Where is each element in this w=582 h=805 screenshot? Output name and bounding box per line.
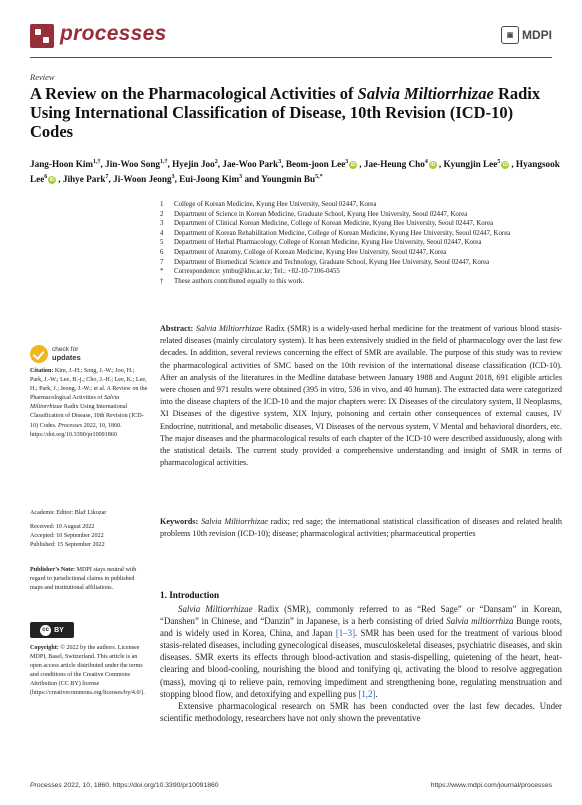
intro-text: Bunge roots, and is widely used in Korea, China, and Japan	[160, 616, 562, 639]
copyright-label: Copyright:	[30, 645, 59, 651]
author-name: Jang-Hoon Kim	[30, 159, 94, 170]
affiliation-mark: †	[160, 277, 164, 285]
introduction-body	[160, 603, 562, 724]
keywords-italic: Salvia Miltiorrhizae	[201, 517, 268, 526]
author-affiliation-mark: 5	[497, 159, 501, 165]
affiliation-row	[160, 229, 560, 239]
orcid-icon[interactable]: iD	[502, 161, 508, 168]
check-for-updates-button[interactable]	[30, 345, 81, 363]
author-name: Jin-Woo Song	[105, 159, 161, 170]
author-affiliation-mark: 3	[171, 174, 175, 181]
affiliation-mark: 6	[160, 248, 164, 256]
affiliation-text: Department of Anatomy, College of Korean Medicine, Kyung Hee University, Seoul 02447, Korea	[174, 248, 447, 256]
copyright-text: © 2022 by the authors. Licensee MDPI, Basel, Switzerland. This article is an open access article distributed under the terms and conditions of the Creative Commons Attribution (CC BY) license (https://creativecommons.org/licenses/by/4.0/).	[30, 645, 145, 697]
cc-icon: cc	[40, 625, 51, 636]
citation-italic: Salvia Miltiorrhizae	[30, 395, 120, 411]
author-affiliation-mark: 1,†	[93, 159, 101, 165]
affiliation-row	[160, 238, 560, 248]
author-affiliation-mark: 3	[239, 174, 243, 181]
author-affiliation-mark: 5,*	[315, 174, 323, 181]
affiliation-list	[160, 200, 560, 286]
cc-license-badge[interactable]	[30, 622, 74, 638]
orcid-icon[interactable]: iD	[350, 161, 356, 168]
author-name: Eui-Joong Kim	[179, 174, 240, 185]
citation-text: Kim, J.-H.; Song, J.-W.; Joo, H.; Park, J.-W.; Lee, B.-j.; Cho, J.-H.; Lee, K.; Lee, H.; Park, J.; Jeong, J.-W.; et al. A Review on the Pharmacological Activities of	[30, 368, 148, 402]
affiliation-text: Department of Herbal Pharmacology, College of Korean Medicine, Kyung Hee University, Seoul 02447, Korea	[174, 239, 482, 247]
affiliation-mark: 1	[160, 201, 164, 208]
header-divider	[30, 57, 552, 58]
affiliation-text: Correspondence: ymbu@khu.ac.kr; Tel.: +82-10-7106-0455	[174, 268, 340, 276]
affiliation-mark: 7	[160, 258, 164, 266]
footer-doi: 2022, 10, 1860. https://doi.org/10.3390/pr10091860	[61, 782, 219, 789]
author-affiliation-mark: 2	[214, 159, 218, 165]
note-label: Publisher’s Note:	[30, 567, 76, 573]
title-part: A Review on the Pharmacological Activities of	[30, 84, 358, 103]
affiliation-mark: 5	[160, 239, 164, 247]
author-name: Beom-joon Lee	[285, 159, 346, 170]
affiliation-row	[160, 267, 560, 277]
affiliation-row	[160, 219, 560, 229]
author-name: Youngmin Bu	[261, 174, 316, 185]
publisher-note	[30, 566, 148, 593]
author-affiliation-mark: 4	[424, 159, 428, 165]
intro-text: Radix (SMR), commonly referred to as “Red Sage” or “Dansam” in Korean, “Danshen” in Chinese, and “Danzin” in Japanese, is a herb consisting of dried	[160, 604, 562, 627]
affiliation-mark: 3	[160, 220, 164, 228]
author-name: Hyejin Joo	[172, 159, 215, 170]
keywords-text: radix; red sage; the international statistical classification of diseases and related health problems 10th revision (ICD-10); disease; pharmacological activities; pharmaceutical properties	[160, 517, 562, 539]
orcid-icon[interactable]: iD	[430, 161, 436, 168]
citation-text: Radix Using International Classification of Disease, 10th Revision (ICD-10) Codes.	[30, 404, 144, 429]
orcid-icon[interactable]: iD	[49, 177, 55, 184]
publisher-logo	[501, 26, 552, 44]
citation-doi: 2022, 10, 1860. https://doi.org/10.3390/pr10091860	[30, 422, 122, 438]
check-line1: check for	[52, 346, 79, 353]
article-type: Review	[30, 72, 55, 82]
intro-italic: Salvia miltiorrhiza	[446, 616, 514, 627]
citation-link[interactable]: [1–3]	[335, 628, 356, 639]
keywords	[160, 516, 562, 540]
author-name: Jae-Heung Cho	[363, 159, 425, 170]
received-date: Received: 10 August 2022	[30, 524, 95, 530]
author-name: Jae-Woo Park	[222, 159, 279, 170]
cc-by-label: BY	[54, 626, 64, 634]
author-affiliation-mark: 6	[44, 174, 48, 181]
affiliation-row	[160, 200, 560, 210]
author-name: Hyangsook Lee	[30, 159, 560, 185]
check-updates-label	[52, 346, 81, 362]
author-affiliation-mark: 1,†	[160, 159, 168, 165]
publisher-name: MDPI	[522, 28, 552, 42]
abstract-label: Abstract:	[160, 324, 194, 333]
article-title	[30, 84, 550, 141]
intro-italic: Salvia Miltiorrhizae	[178, 604, 253, 614]
affiliation-text: Department of Science in Korean Medicine, Graduate School, Kyung Hee University, Seoul 02447, Korea	[174, 210, 468, 218]
intro-text: . SMR has been used for the treatment of various blood stasis-related diseases, including gynecological diseases, musculoskeletal diseases, psychiatric diseases, and skin diseases. SMR exerts its effects through blood-activation and stasis-dispelling, quietening of the heart, heat-clearing and blood-cooling, nourishing the blood and tonifying qi, activating the blood to resolve aggregation (mass), moving qi to relieve pain, removing impediment and strengthening bone, regulating menstruation and stopping blood flow, and detoxifying and expelling pus	[160, 628, 562, 699]
footer-citation	[30, 782, 219, 789]
affiliation-text: College of Korean Medicine, Kyung Hee University, Seoul 02447, Korea	[174, 201, 377, 208]
author-affiliation-mark: 7	[105, 174, 109, 181]
author-name: Kyungjin Lee	[443, 159, 498, 170]
affiliation-text: Department of Korean Rehabilitation Medicine, College of Korean Medicine, Kyung Hee University, Seoul 02447, Korea	[174, 229, 511, 237]
intro-paragraph-1	[160, 603, 562, 700]
affiliation-text: These authors contributed equally to this work.	[174, 277, 304, 285]
citation-link[interactable]: [1,2]	[358, 688, 376, 699]
journal-name: processes	[60, 22, 167, 45]
affiliation-text: Department of Clinical Korean Medicine, College of Korean Medicine, Kyung Hee University, Seoul 02447, Korea	[174, 220, 494, 228]
affiliation-mark: 2	[160, 210, 164, 218]
title-italic: Salvia Miltiorrhizae	[357, 84, 494, 103]
footer-journal: Processes	[30, 782, 62, 789]
author-affiliation-mark: 3	[278, 159, 282, 165]
accepted-date: Accepted: 10 September 2022	[30, 533, 104, 540]
affiliation-row	[160, 210, 560, 220]
section-heading: 1. Introduction	[160, 590, 220, 600]
author-affiliation-mark: 3	[345, 159, 349, 165]
affiliation-mark: *	[160, 268, 164, 276]
academic-editor: Academic Editor: Blaž Likozar	[30, 510, 107, 516]
footer-url[interactable]: https://www.mdpi.com/journal/processes	[430, 782, 552, 789]
keywords-label: Keywords:	[160, 517, 199, 526]
check-line2: updates	[52, 352, 81, 362]
title-part: Radix Using International Classification of Disease, 10th Revision (ICD-10) Codes	[30, 84, 541, 141]
published-date: Published: 15 September 2022	[30, 542, 105, 549]
affiliation-text: Department of Biomedical Science and Technology, Graduate School, Kyung Hee University, Seoul 02447, Korea	[174, 258, 490, 266]
author-list: Jang-Hoon Kim$^{1,\dagger}$, Jin-Woo Song$^{1,\dagger}$, Hyejin Joo$^2$, Jae-Woo Park$^3$, Beom-joon Lee$^3$ iD , Jae-Heung Cho$^4$ iD , Kyungjin Lee$^5$ iD , Hyangsook Lee$^6$ iD , Jihye Park$^7$, Ji-Woon Jeong$^3$, Eui-Joong Kim$^3$ and Youngmin $Bu^{5,*}$	[30, 159, 560, 185]
intro-text: .	[375, 688, 378, 699]
affiliation-mark: 4	[160, 229, 164, 237]
abstract	[160, 323, 562, 469]
citation-journal: Processes	[57, 422, 83, 429]
journal-logo-icon	[30, 24, 54, 48]
author-name: Jihye Park	[62, 174, 106, 185]
copyright-block	[30, 644, 148, 699]
affiliation-row	[160, 248, 560, 258]
dates-block	[30, 523, 148, 550]
author-name: Ji-Woon Jeong	[113, 174, 172, 185]
mdpi-logo-icon: ▣	[501, 26, 519, 44]
check-updates-icon	[30, 345, 48, 363]
affiliation-row	[160, 277, 560, 287]
citation-block	[30, 367, 148, 440]
abstract-text: Radix (SMR) is a widely-used herbal medicine for the treatment of various blood stasis-related diseases (mainly circulatory system). It has been extensively studied in the field of pharmacology over the last few decades. In addition, several reviews concerning the effect of SMR are available. The purpose of this study was to review the pharmacological activities of SMC based on the 10th revision of the international disease classification (ICD-10). After an analysis of the literatures in the Medline database between January 1988 and August 2018, 691 eligible articles were chosen and 971 results were obtained (395 in vitro, 536 in vivo, and 40 human). The extracted data were categorized into the disease chapters of the ICD-10 and the major chapters were: IX Diseases of the circulatory system, II Neoplasms, XI Diseases of the digestive system, XIX Injury, poisoning and certain other consequences of external causes, IV Endocrine, nutritional, and metabolic diseases, VI Diseases of the nervous system, V Mental and behavioral disorders, etc. The major diseases and the pharmacological results of each chapter of the ICD-10 were described assiduously, along with the statistical details. The current study provided a comprehensive understanding and insight of SMR in terms of pharmacological activities.	[160, 324, 562, 468]
citation-label: Citation:	[30, 368, 54, 374]
intro-paragraph-2: Extensive pharmacological research on SMR has been conducted over the last few decades. Under scientific methodology, researchers have not only shown the preventative	[160, 700, 562, 723]
note-text: MDPI stays neutral with regard to jurisdictional claims in published maps and institutional affiliations.	[30, 567, 137, 592]
abstract-italic: Salvia Miltiorrhizae	[195, 324, 263, 333]
affiliation-row	[160, 258, 560, 268]
